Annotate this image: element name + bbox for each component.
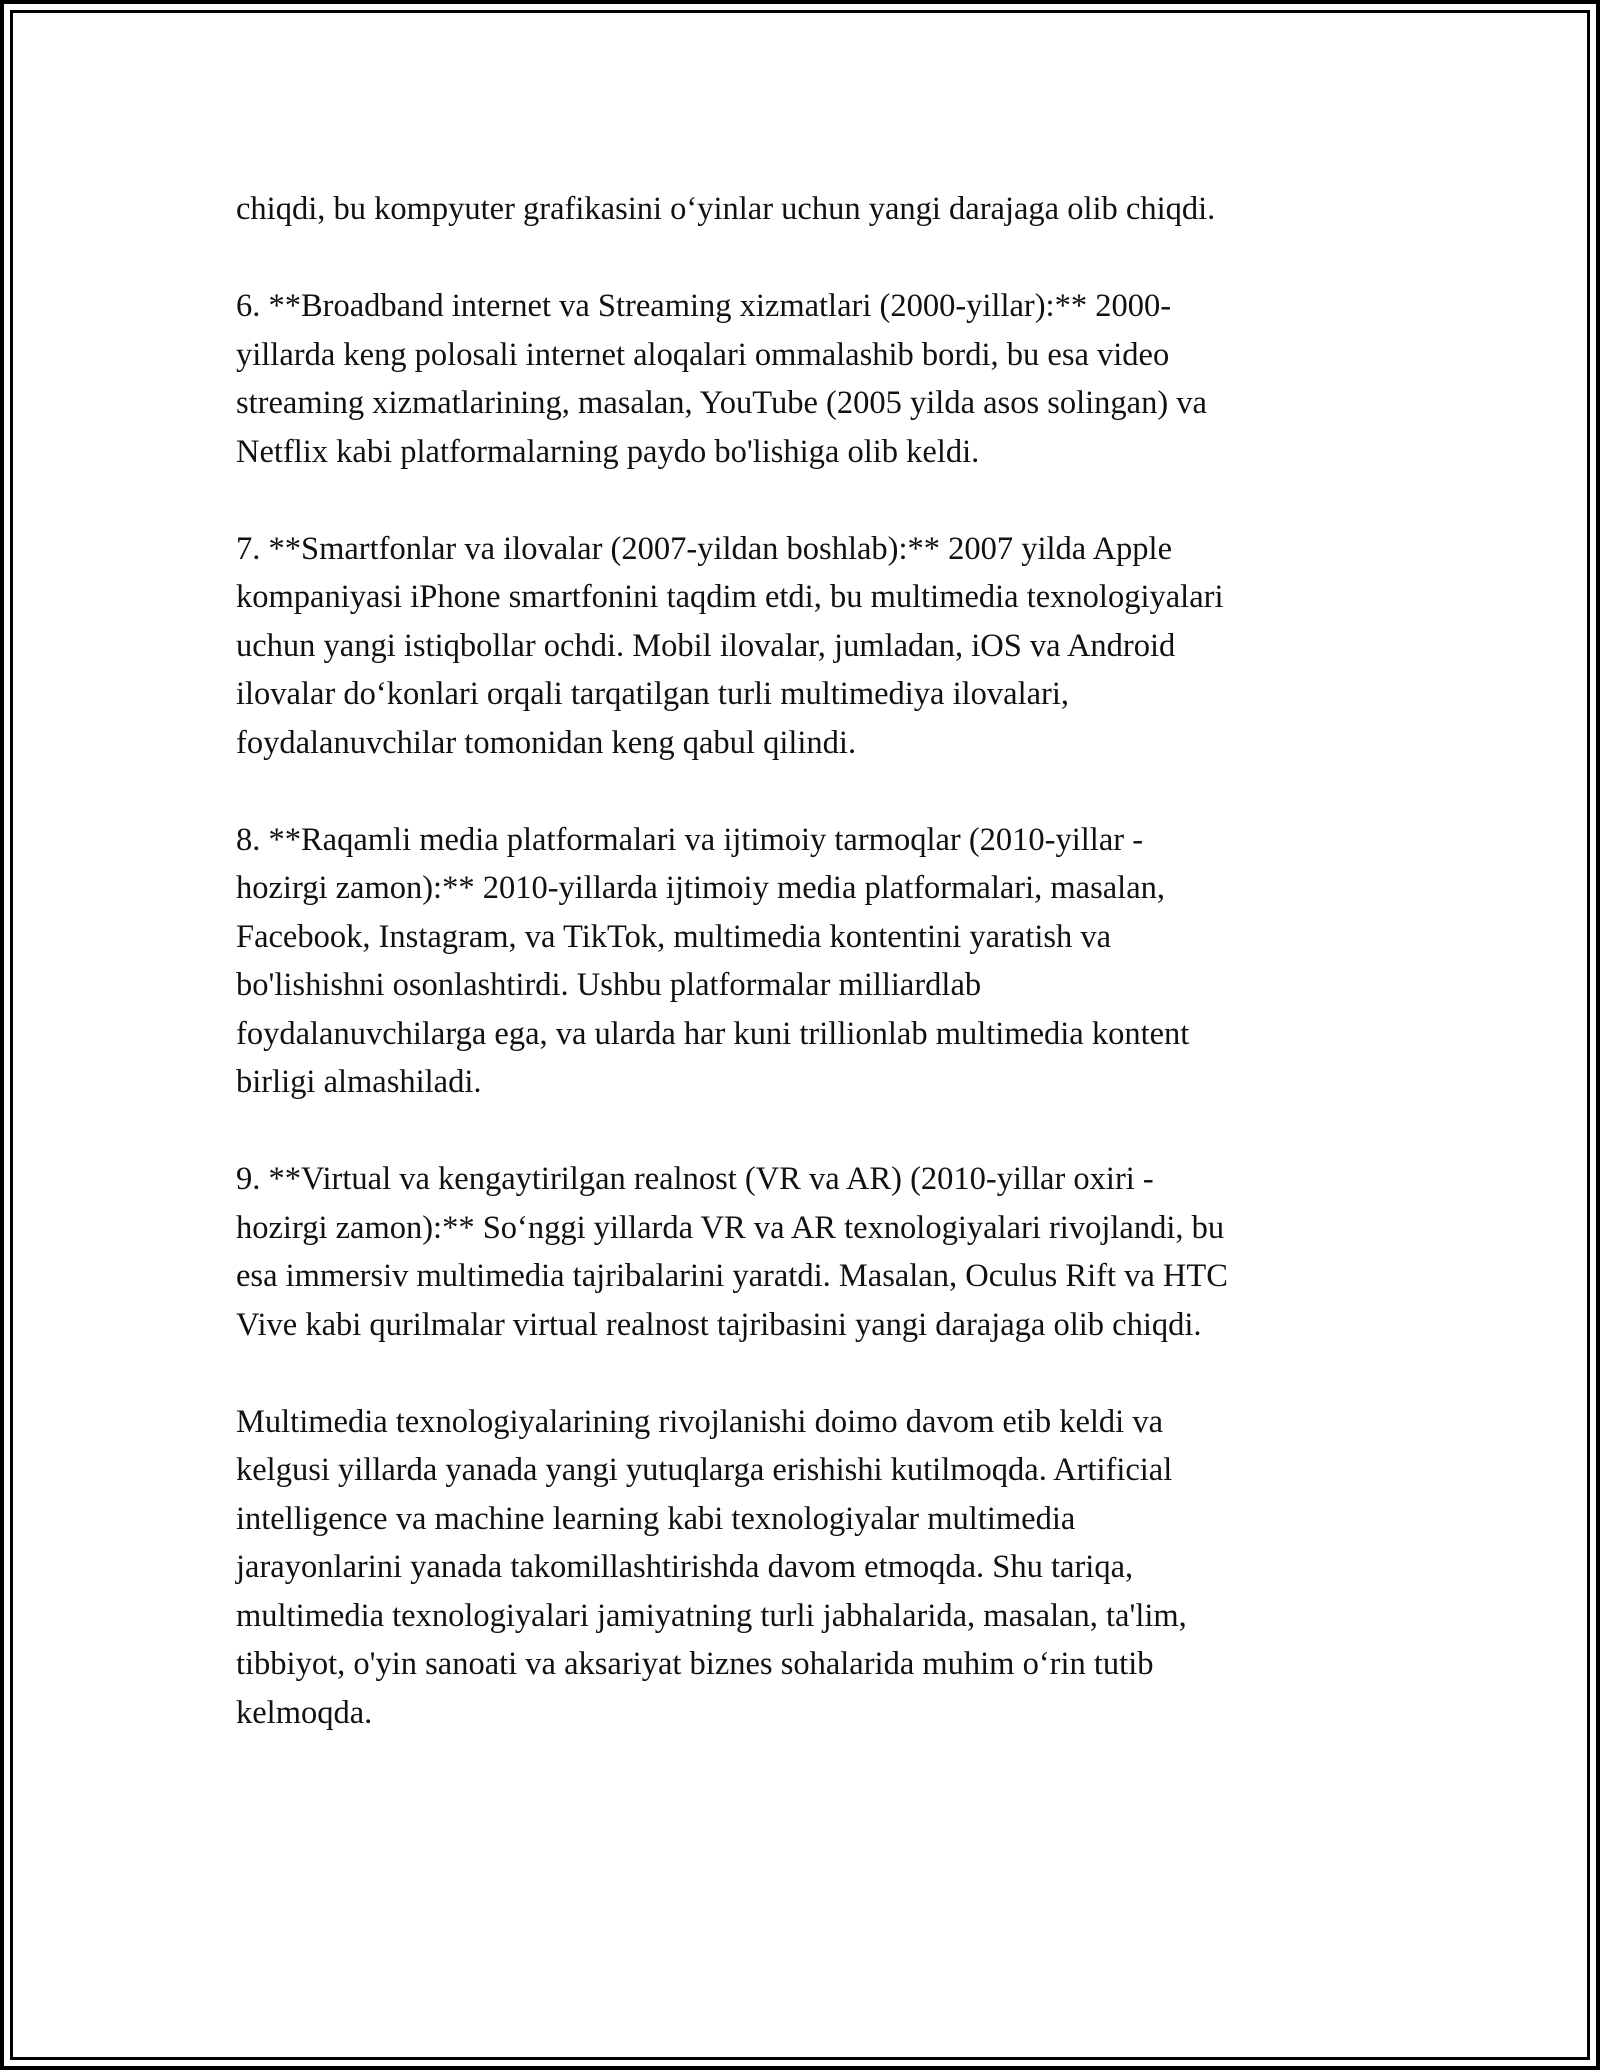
- text-line: streaming xizmatlarining, masalan, YouTube (2005 yilda asos solingan) va: [236, 385, 1207, 421]
- text-line: kompaniyasi iPhone smartfonini taqdim etdi, bu multimedia texnologiyalari: [236, 579, 1224, 615]
- text-line: yillarda keng polosali internet aloqalari ommalashib bordi, bu esa video: [236, 336, 1170, 373]
- paragraph-item-7: [236, 525, 1366, 768]
- text-line: Netflix kabi platformalarning paydo bo'lishiga olib keldi.: [236, 433, 980, 470]
- text-line: Multimedia texnologiyalarining rivojlanishi doimo davom etib keldi va: [236, 1403, 1163, 1440]
- text-line: 8. **Raqamli media platformalari va ijtimoiy tarmoqlar (2010-yillar -: [236, 821, 1144, 858]
- text-line: kelgusi yillarda yanada yangi yutuqlarga erishishi kutilmoqda. Artificial: [236, 1452, 1173, 1488]
- paragraph-gap: [236, 1349, 1366, 1398]
- text-line: 9. **Virtual va kengaytirilgan realnost (VR va AR) (2010-yillar oxiri -: [236, 1161, 1154, 1197]
- text-line: multimedia texnologiyalari jamiyatning turli jabhalarida, masalan, ta'lim,: [236, 1597, 1187, 1634]
- text-line: ilovalar do‘konlari orqali tarqatilgan turli multimediya ilovalari,: [236, 676, 1070, 712]
- text-line: 6. **Broadband internet va Streaming xizmatlari (2000-yillar):** 2000-: [236, 288, 1172, 324]
- paragraph-gap: [236, 1107, 1366, 1156]
- text-line: esa immersiv multimedia tajribalarini yaratdi. Masalan, Oculus Rift va HTC: [236, 1258, 1228, 1294]
- text-line: foydalanuvchilarga ega, va ularda har kuni trillionlab multimedia kontent: [236, 1015, 1190, 1052]
- text-line: bo'lishishni osonlashtirdi. Ushbu platformalar milliardlab: [236, 967, 982, 1003]
- text-line: Vive kabi qurilmalar virtual realnost tajribasini yangi darajaga olib chiqdi.: [236, 1306, 1202, 1343]
- text-line: foydalanuvchilar tomonidan keng qabul qilindi.: [236, 724, 857, 761]
- text-line: uchun yangi istiqbollar ochdi. Mobil ilovalar, jumladan, iOS va Android: [236, 627, 1176, 664]
- paragraph-gap: [236, 234, 1366, 283]
- paragraph-gap: [236, 767, 1366, 816]
- text-line: intelligence va machine learning kabi texnologiyalar multimedia: [236, 1500, 1076, 1537]
- text-line: chiqdi, bu kompyuter grafikasini o‘yinlar uchun yangi darajaga olib chiqdi.: [236, 191, 1216, 227]
- paragraph-gap: [236, 476, 1366, 525]
- paragraph-continuation: [236, 185, 1366, 234]
- text-line: kelmoqda.: [236, 1694, 373, 1731]
- text-line: hozirgi zamon):** So‘nggi yillarda VR va AR texnologiyalari rivojlandi, bu: [236, 1209, 1225, 1246]
- paragraph-item-8: [236, 816, 1366, 1107]
- text-line: birligi almashiladi.: [236, 1064, 482, 1100]
- paragraph-item-6: [236, 282, 1366, 476]
- paragraph-conclusion: [236, 1398, 1366, 1738]
- text-line: jarayonlarini yanada takomillashtirishda davom etmoqda. Shu tariqa,: [236, 1549, 1134, 1585]
- paragraph-item-9: [236, 1155, 1366, 1349]
- text-line: Facebook, Instagram, va TikTok, multimedia kontentini yaratish va: [236, 918, 1112, 955]
- text-line: hozirgi zamon):** 2010-yillarda ijtimoiy media platformalari, masalan,: [236, 870, 1165, 906]
- text-line: 7. **Smartfonlar va ilovalar (2007-yildan boshlab):** 2007 yilda Apple: [236, 530, 1172, 567]
- text-line: tibbiyot, o'yin sanoati va aksariyat biznes sohalarida muhim o‘rin tutib: [236, 1646, 1154, 1682]
- document-body: [236, 185, 1366, 1737]
